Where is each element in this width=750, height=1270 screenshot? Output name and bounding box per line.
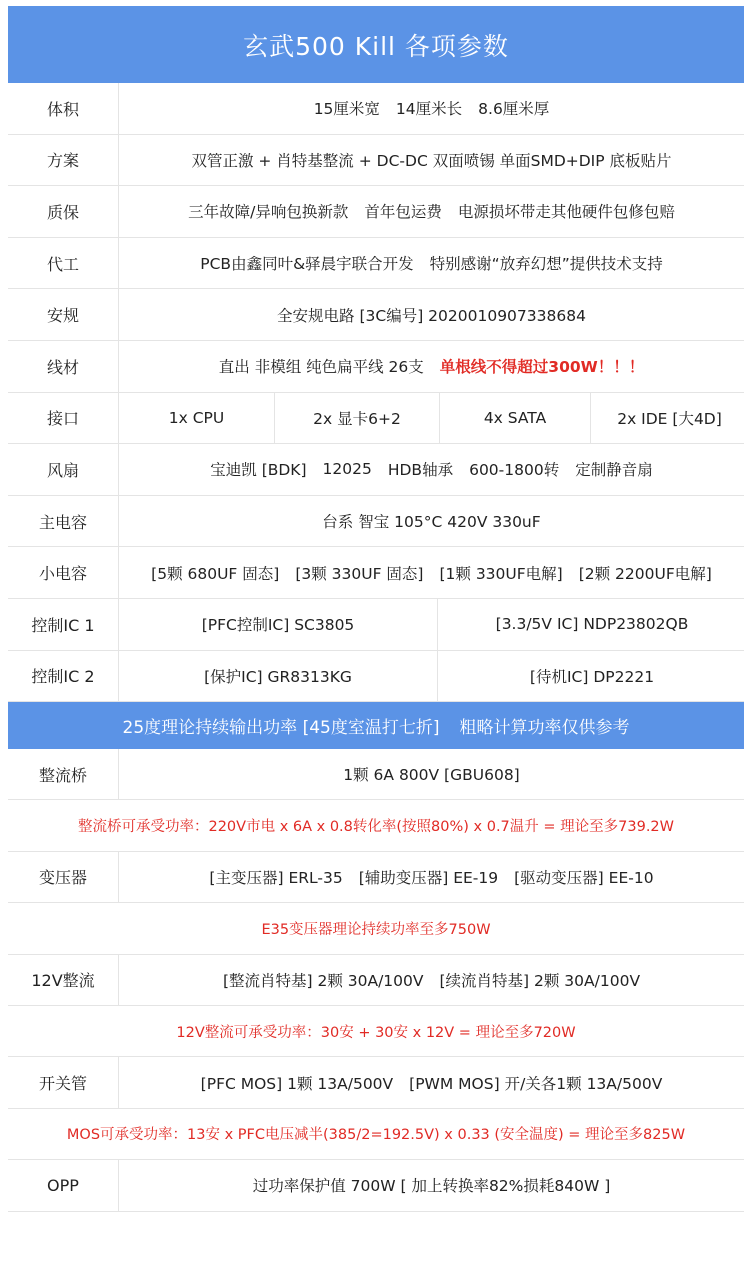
spec-value-text: 双管正激 + 肖特基整流 + DC-DC 双面喷锡 单面SMD+DIP 底板贴片 (191, 151, 672, 170)
spec-value-part: [主变压器] ERL-35 (209, 868, 343, 887)
spec-value-part: HDB轴承 (387, 461, 454, 480)
spec-cell: 1x CPU (119, 393, 275, 444)
spec-value-part: [1颗 330UF电解] (439, 564, 563, 583)
spec-value (119, 955, 744, 1005)
note-row (8, 1006, 744, 1057)
spec-value-part: [整流肖特基] 2颗 30A/100V (222, 971, 424, 990)
calc-note: E35变压器理论持续功率至多750W (261, 921, 491, 938)
note-row (8, 1109, 744, 1160)
spec-value-part: [5颗 680UF 固态] (151, 564, 280, 583)
spec-value-part: [续流肖特基] 2颗 30A/100V (439, 971, 641, 990)
spec-label: 方案 (8, 135, 119, 186)
spec-label: 变压器 (8, 852, 119, 902)
spec-value-part: 8.6厘米厚 (478, 100, 550, 119)
spec-cell: 4x SATA (440, 393, 591, 444)
spec-row (8, 749, 744, 800)
spec-value-part: 12025 (322, 460, 372, 479)
spec-row (8, 1160, 744, 1211)
spec-value-part: [PWM MOS] 开/关各1颗 13A/500V (409, 1074, 663, 1093)
spec-value-part: 15厘米宽 (313, 100, 380, 119)
spec-value-part: [PFC MOS] 1颗 13A/500V (200, 1074, 394, 1093)
spec-value-part: 特别感谢“放弃幻想”提供技术支持 (429, 255, 663, 274)
spec-value-text: 台系 智宝 105°C 420V 330uF (322, 513, 541, 532)
spec-row (8, 651, 744, 703)
spec-label: 主电容 (8, 496, 119, 547)
spec-value (119, 341, 744, 392)
spec-row (8, 1057, 744, 1108)
spec-label: 质保 (8, 186, 119, 237)
spec-value (119, 547, 744, 598)
spec-row (8, 341, 744, 393)
spec-cells (119, 393, 748, 444)
section-header-note: 粗略计算功率仅供参考 (459, 718, 630, 738)
spec-value (119, 83, 744, 134)
spec-label: 风扇 (8, 444, 119, 495)
spec-label: 线材 (8, 341, 119, 392)
page-title: 玄武500 Kill 各项参数 (8, 6, 744, 83)
spec-value-text: 1颗 6A 800V [GBU608] (343, 766, 520, 785)
spec-label: 开关管 (8, 1057, 119, 1107)
calc-note: 整流桥可承受功率：220V市电 x 6A x 0.8转化率(按照80%) x 0.7温升 = 理论至多739.2W (77, 819, 674, 836)
spec-row (8, 238, 744, 290)
spec-value (119, 749, 744, 799)
spec-value-part: 600-1800转 (469, 461, 560, 480)
section-header (8, 702, 744, 749)
spec-label: 控制IC 2 (8, 651, 119, 702)
spec-row (8, 135, 744, 187)
spec-cell: [待机IC] DP2221 (529, 667, 655, 686)
spec-value-part: 14厘米长 (395, 100, 463, 119)
section-header-main: 25度理论持续输出功率 [45度室温打七折] (122, 718, 440, 738)
spec-row (8, 496, 744, 548)
note-row (8, 903, 744, 954)
spec-value (119, 186, 744, 237)
spec-value-part: [辅助变压器] EE-19 (358, 868, 499, 887)
spec-value-part: [3颗 330UF 固态] (295, 564, 424, 583)
spec-value-part: 三年故障/异响包换新款 (188, 203, 349, 222)
spec-cells (119, 599, 746, 650)
spec-value (119, 852, 744, 902)
spec-label: 代工 (8, 238, 119, 289)
spec-row (8, 955, 744, 1006)
spec-value-part: [2颗 2200UF电解] (578, 564, 712, 583)
spec-label: 整流桥 (8, 749, 119, 799)
spec-value-part: 定制静音扇 (575, 461, 653, 480)
spec-cell: 2x IDE [大4D] (617, 409, 722, 428)
spec-value-part: 电源损坏带走其他硬件包修包赔 (457, 203, 675, 222)
warning-text: 单根线不得超过300W！！！ (439, 358, 645, 377)
spec-row (8, 444, 744, 496)
spec-value-part: PCB由鑫同叶&驿晨宇联合开发 (200, 255, 414, 274)
note-row (8, 800, 744, 851)
spec-value (119, 1160, 744, 1210)
spec-value-part: 首年包运费 (364, 203, 442, 222)
spec-value (119, 135, 744, 186)
spec-value (119, 238, 744, 289)
spec-row (8, 852, 744, 903)
spec-label: 安规 (8, 289, 119, 340)
spec-value-part: 宝迪凯 [BDK] (210, 461, 307, 480)
spec-cells (119, 651, 746, 702)
calc-note: MOS可承受功率：13安 x PFC电压减半(385/2=192.5V) x 0.33 (安全温度) = 理论至多825W (66, 1127, 686, 1144)
spec-label: 12V整流 (8, 955, 119, 1005)
spec-label: 控制IC 1 (8, 599, 119, 650)
spec-value (119, 444, 744, 495)
spec-value (119, 1057, 744, 1107)
spec-cell: [保护IC] GR8313KG (119, 651, 438, 702)
spec-label: 接口 (8, 393, 119, 444)
spec-row (8, 547, 744, 599)
spec-value-text: 过功率保护值 700W [ 加上转换率82%损耗840W ] (252, 1177, 611, 1196)
spec-cell: [3.3/5V IC] NDP23802QB (495, 615, 689, 634)
calc-note: 12V整流可承受功率：30安 + 30安 x 12V = 理论至多720W (176, 1024, 576, 1041)
spec-cell: [PFC控制IC] SC3805 (119, 599, 438, 650)
spec-row (8, 393, 744, 445)
spec-value-text: 全安规电路 [3C编号] 2020010907338684 (277, 306, 586, 325)
spec-value-part: [驱动变压器] EE-10 (514, 868, 654, 887)
spec-value-text: 直出 非模组 纯色扁平线 26支 (218, 358, 424, 377)
spec-label: OPP (8, 1160, 119, 1210)
spec-label: 小电容 (8, 547, 119, 598)
spec-row (8, 289, 744, 341)
spec-row (8, 186, 744, 238)
spec-label: 体积 (8, 83, 119, 134)
spec-row (8, 599, 744, 651)
spec-value (119, 289, 744, 340)
spec-row (8, 83, 744, 135)
spec-value (119, 496, 744, 547)
spec-cell: 2x 显卡6+2 (275, 393, 440, 444)
